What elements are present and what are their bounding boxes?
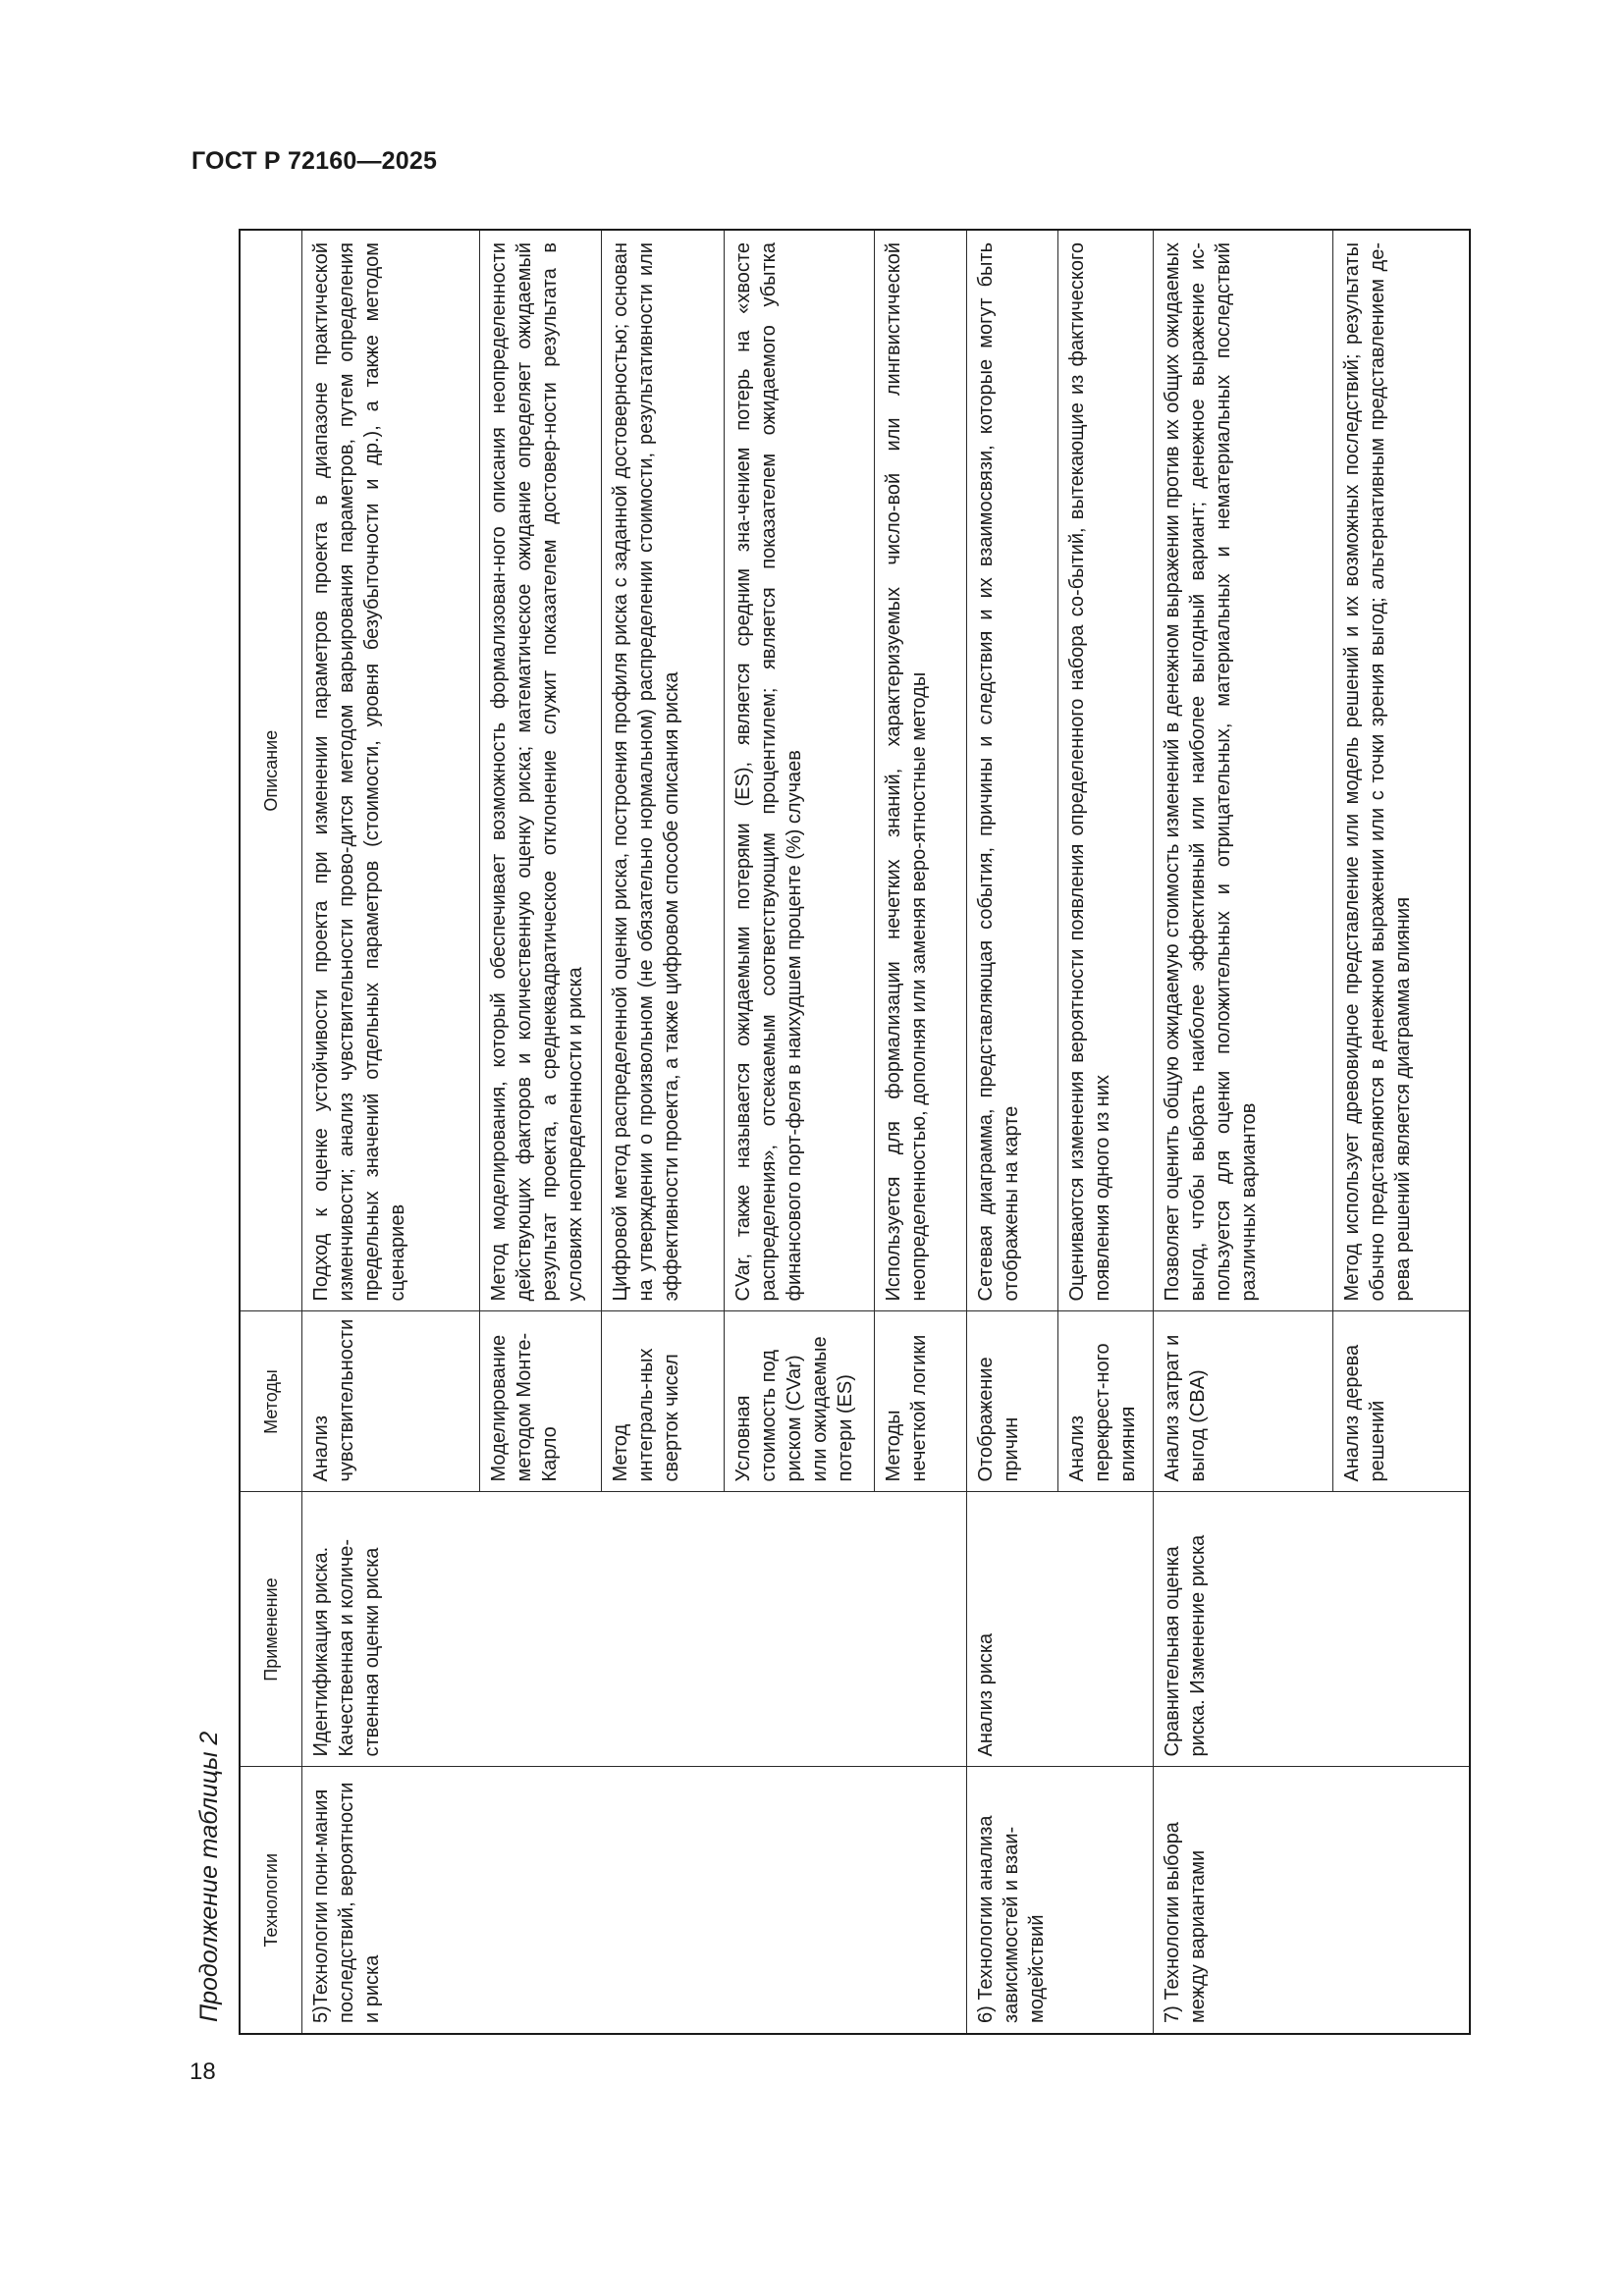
application-cell: Идентификация риска. Качественная и количе-ственная оценки риска xyxy=(302,1492,967,1767)
methods-table xyxy=(239,229,1471,2035)
description-cell: Сетевая диаграмма, представляющая события, причины и следствия и их взаимосвязи, которые могут быть отображены на карте xyxy=(967,230,1058,1311)
table-caption: Продолжение таблицы 2 xyxy=(195,1731,223,2022)
column-header-description: Описание xyxy=(240,230,302,1311)
technology-cell: 7) Технологии выбора между вариантами xyxy=(1153,1767,1470,2034)
column-header-application: Применение xyxy=(240,1492,302,1767)
method-cell: Условная стоимость под риском (CVar) или ожидаемые потери (ES) xyxy=(725,1311,875,1492)
method-cell: Анализ дерева решений xyxy=(1332,1311,1470,1492)
table-row xyxy=(1153,230,1332,2034)
technology-cell: 5)Технологии пони-мания последствий, вероятности и риска xyxy=(302,1767,967,2034)
table-row xyxy=(302,230,480,2034)
description-cell: Позволяет оценить общую ожидаемую стоимость изменений в денежном выражении против их общих ожидаемых выгод, чтобы выбрать наиболее эффективный или наиболее выгодный вариант; денежное выражение ис-пользуется для оценки положительных и отрицательных, материальных и нематериальных последствий различных вариантов xyxy=(1153,230,1332,1311)
method-cell: Отображение причин xyxy=(967,1311,1058,1492)
description-cell: CVar, также называется ожидаемыми потерями (ES), является средним зна-чением потерь на «хвосте распределения», отсекаемым соответствующим процентилем; является показателем ожидаемого убытка финансового порт-феля в наихудшем проценте (%) случаев xyxy=(725,230,875,1311)
document-header: ГОСТ Р 72160—2025 xyxy=(191,147,438,175)
application-cell: Сравнительная оценка риска. Изменение риска xyxy=(1153,1492,1470,1767)
description-cell: Подход к оценке устойчивости проекта при изменении параметров проекта в диапазоне практической изменчивости; анализ чувствительности прово-дится методом варьирования параметров, путем определения предельных значений отдельных параметров (стоимости, уровня безубыточности и др.), а также методом сценариев xyxy=(302,230,480,1311)
column-header-technologies: Технологии xyxy=(240,1767,302,2034)
method-cell: Анализ чувствительности xyxy=(302,1311,480,1492)
description-cell: Метод использует древовидное представление или модель решений и их возможных последствий; результаты обычно представляются в денежном выражении или с точки зрения выгод; альтернативным представлением де-рева решений является диаграмма влияния xyxy=(1332,230,1470,1311)
method-cell: Анализ затрат и выгод (CBA) xyxy=(1153,1311,1332,1492)
column-header-methods: Методы xyxy=(240,1311,302,1492)
description-cell: Цифровой метод распределенной оценки риска, построения профиля риска с заданной достоверностью; основан на утверждении о произвольном (не обязательно нормальном) распределении стоимости, результативности или эффективности проекта, а также цифровом способе описания риска xyxy=(602,230,725,1311)
method-cell: Методы нечеткой логики xyxy=(874,1311,966,1492)
table-header-row xyxy=(240,230,302,2034)
description-cell: Используется для формализации нечетких знаний, характеризуемых числo-вой или лингвистической неопределенностью, дополняя или заменяя веро-ятностные методы xyxy=(874,230,966,1311)
method-cell: Анализ перекрест-ного влияния xyxy=(1058,1311,1153,1492)
table-row xyxy=(967,230,1058,2034)
method-cell: Метод интеграль-ных сверток чисел xyxy=(602,1311,725,1492)
application-cell: Анализ риска xyxy=(967,1492,1154,1767)
description-cell: Оцениваются изменения вероятности появления определенного набора со-бытий, вытекающие из фактического появления одного из них xyxy=(1058,230,1153,1311)
page-number: 18 xyxy=(189,2058,216,2085)
technology-cell: 6) Технологии анализа зависимостей и взаи-модействий xyxy=(967,1767,1154,2034)
description-cell: Метод моделирования, который обеспечивает возможность формализован-ного описания неопределенности действующих факторов и количественную оценку риска; математическое ожидание определяет ожидаемый результат проекта, а среднеквадратическое отклонение служит показателем достовер-ности результата в условиях неопределенности и риска xyxy=(479,230,602,1311)
method-cell: Моделирование методом Монте-Карло xyxy=(479,1311,602,1492)
